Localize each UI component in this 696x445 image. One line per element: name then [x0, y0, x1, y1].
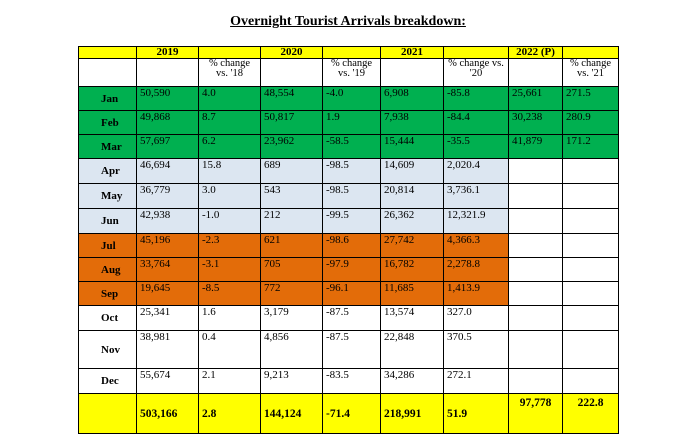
table-cell: 19,645	[137, 282, 199, 306]
month-label: Apr	[79, 159, 137, 184]
table-row	[79, 306, 619, 331]
table-cell: 1,413.9	[444, 282, 509, 306]
table-cell	[563, 331, 619, 369]
subheader-cell	[79, 59, 137, 87]
table-cell: 0.4	[199, 331, 261, 369]
table-cell: -99.5	[323, 209, 381, 234]
table-cell	[509, 209, 563, 234]
subheader-cell	[137, 59, 199, 87]
table-cell: 48,554	[261, 87, 323, 111]
table-cell: 327.0	[444, 306, 509, 331]
table-cell: -96.1	[323, 282, 381, 306]
month-label: Jul	[79, 234, 137, 258]
header-cell	[79, 47, 137, 59]
table-row	[79, 209, 619, 234]
total-cell: -71.4	[323, 394, 381, 434]
table-cell: 2,278.8	[444, 258, 509, 282]
table-cell: 36,779	[137, 184, 199, 209]
header-cell	[444, 47, 509, 59]
table-row	[79, 331, 619, 369]
header-cell	[323, 47, 381, 59]
table-cell: 4.0	[199, 87, 261, 111]
total-cell: 97,778	[509, 394, 563, 434]
total-cell: 503,166	[137, 394, 199, 434]
table-cell: 2.1	[199, 369, 261, 394]
table-cell	[509, 234, 563, 258]
table-cell: 12,321.9	[444, 209, 509, 234]
header-cell: 2022 (P)	[509, 47, 563, 59]
table-cell: 49,868	[137, 111, 199, 135]
table-cell: 25,661	[509, 87, 563, 111]
table-cell	[563, 258, 619, 282]
table-row	[79, 184, 619, 209]
table-row	[79, 258, 619, 282]
table-cell: -4.0	[323, 87, 381, 111]
table-cell: 50,817	[261, 111, 323, 135]
subheader-cell: % change vs. '19	[323, 59, 381, 87]
table-cell: -87.5	[323, 306, 381, 331]
header-cell	[199, 47, 261, 59]
table-cell: -83.5	[323, 369, 381, 394]
month-label: Sep	[79, 282, 137, 306]
month-label: Jun	[79, 209, 137, 234]
table-cell: 50,590	[137, 87, 199, 111]
total-cell: 51.9	[444, 394, 509, 434]
table-cell: 46,694	[137, 159, 199, 184]
month-label: Mar	[79, 135, 137, 159]
table-cell: -2.3	[199, 234, 261, 258]
table-cell: 8.7	[199, 111, 261, 135]
table-cell: -35.5	[444, 135, 509, 159]
table-cell: 14,609	[381, 159, 444, 184]
table-row	[79, 282, 619, 306]
total-cell: 2.8	[199, 394, 261, 434]
table-cell: -58.5	[323, 135, 381, 159]
table-cell: 4,366.3	[444, 234, 509, 258]
table-cell: 7,938	[381, 111, 444, 135]
table-cell: 45,196	[137, 234, 199, 258]
header-cell: 2019	[137, 47, 199, 59]
table-cell: 370.5	[444, 331, 509, 369]
table-cell: -85.8	[444, 87, 509, 111]
table-cell: 30,238	[509, 111, 563, 135]
table-row	[79, 135, 619, 159]
table-cell: 20,814	[381, 184, 444, 209]
table-cell: 13,574	[381, 306, 444, 331]
header-cell	[563, 47, 619, 59]
table-cell	[563, 209, 619, 234]
table-cell	[563, 282, 619, 306]
subheader-cell: % change vs. '18	[199, 59, 261, 87]
table-cell: 33,764	[137, 258, 199, 282]
table-cell: 34,286	[381, 369, 444, 394]
header-cell: 2021	[381, 47, 444, 59]
table-cell: 2,020.4	[444, 159, 509, 184]
table-cell: 57,697	[137, 135, 199, 159]
month-label: Jan	[79, 87, 137, 111]
table-cell: 705	[261, 258, 323, 282]
month-label: Nov	[79, 331, 137, 369]
table-cell: 4,856	[261, 331, 323, 369]
table-cell	[563, 369, 619, 394]
table-cell: 22,848	[381, 331, 444, 369]
table-cell: 15,444	[381, 135, 444, 159]
table-cell: -8.5	[199, 282, 261, 306]
table-cell: 171.2	[563, 135, 619, 159]
table-cell: 26,362	[381, 209, 444, 234]
table-cell: 38,981	[137, 331, 199, 369]
table-cell: 1.6	[199, 306, 261, 331]
month-label: Aug	[79, 258, 137, 282]
table-cell	[563, 184, 619, 209]
arrivals-table	[78, 46, 619, 434]
table-cell: 11,685	[381, 282, 444, 306]
table-row	[79, 159, 619, 184]
table-cell: 271.5	[563, 87, 619, 111]
table-cell: 543	[261, 184, 323, 209]
table-cell: 16,782	[381, 258, 444, 282]
total-row	[79, 394, 619, 434]
month-label: Oct	[79, 306, 137, 331]
subheader-cell	[509, 59, 563, 87]
table-cell	[563, 234, 619, 258]
table-cell: 6.2	[199, 135, 261, 159]
table-cell: 9,213	[261, 369, 323, 394]
month-label: Feb	[79, 111, 137, 135]
subheader-cell: % change vs. '21	[563, 59, 619, 87]
subheader-cell	[261, 59, 323, 87]
subheader-cell	[381, 59, 444, 87]
table-cell	[509, 282, 563, 306]
table-cell: 23,962	[261, 135, 323, 159]
table-cell: -97.9	[323, 258, 381, 282]
table-cell: 3,179	[261, 306, 323, 331]
table-row	[79, 234, 619, 258]
table-cell: 3.0	[199, 184, 261, 209]
subheader-cell: % change vs. '20	[444, 59, 509, 87]
table-cell: 27,742	[381, 234, 444, 258]
table-cell	[509, 159, 563, 184]
table-row	[79, 111, 619, 135]
table-cell	[509, 306, 563, 331]
table-cell: 41,879	[509, 135, 563, 159]
table-cell	[509, 184, 563, 209]
month-label: Dec	[79, 369, 137, 394]
table-cell: 25,341	[137, 306, 199, 331]
total-cell: 144,124	[261, 394, 323, 434]
table-cell	[563, 159, 619, 184]
total-label-cell	[79, 394, 137, 434]
table-cell: 280.9	[563, 111, 619, 135]
table-cell: 3,736.1	[444, 184, 509, 209]
table-cell: -1.0	[199, 209, 261, 234]
table-cell: 1.9	[323, 111, 381, 135]
table-cell: 272.1	[444, 369, 509, 394]
table-cell	[509, 258, 563, 282]
table-cell: 42,938	[137, 209, 199, 234]
total-cell: 218,991	[381, 394, 444, 434]
table-cell: 689	[261, 159, 323, 184]
table-cell: -87.5	[323, 331, 381, 369]
table-row	[79, 369, 619, 394]
table-cell	[509, 331, 563, 369]
table-cell: -98.5	[323, 159, 381, 184]
table-cell: -98.6	[323, 234, 381, 258]
table-cell: 15.8	[199, 159, 261, 184]
table-row	[79, 87, 619, 111]
table-cell: -3.1	[199, 258, 261, 282]
subheader-row	[79, 59, 619, 87]
header-cell: 2020	[261, 47, 323, 59]
table-cell: 212	[261, 209, 323, 234]
table-cell: 772	[261, 282, 323, 306]
table-cell: -84.4	[444, 111, 509, 135]
month-label: May	[79, 184, 137, 209]
table-cell: -98.5	[323, 184, 381, 209]
table-cell: 621	[261, 234, 323, 258]
table-cell	[563, 306, 619, 331]
table-cell: 6,908	[381, 87, 444, 111]
header-row	[79, 47, 619, 59]
page-title: Overnight Tourist Arrivals breakdown:	[230, 14, 466, 29]
table-cell	[509, 369, 563, 394]
table-cell: 55,674	[137, 369, 199, 394]
total-cell: 222.8	[563, 394, 619, 434]
